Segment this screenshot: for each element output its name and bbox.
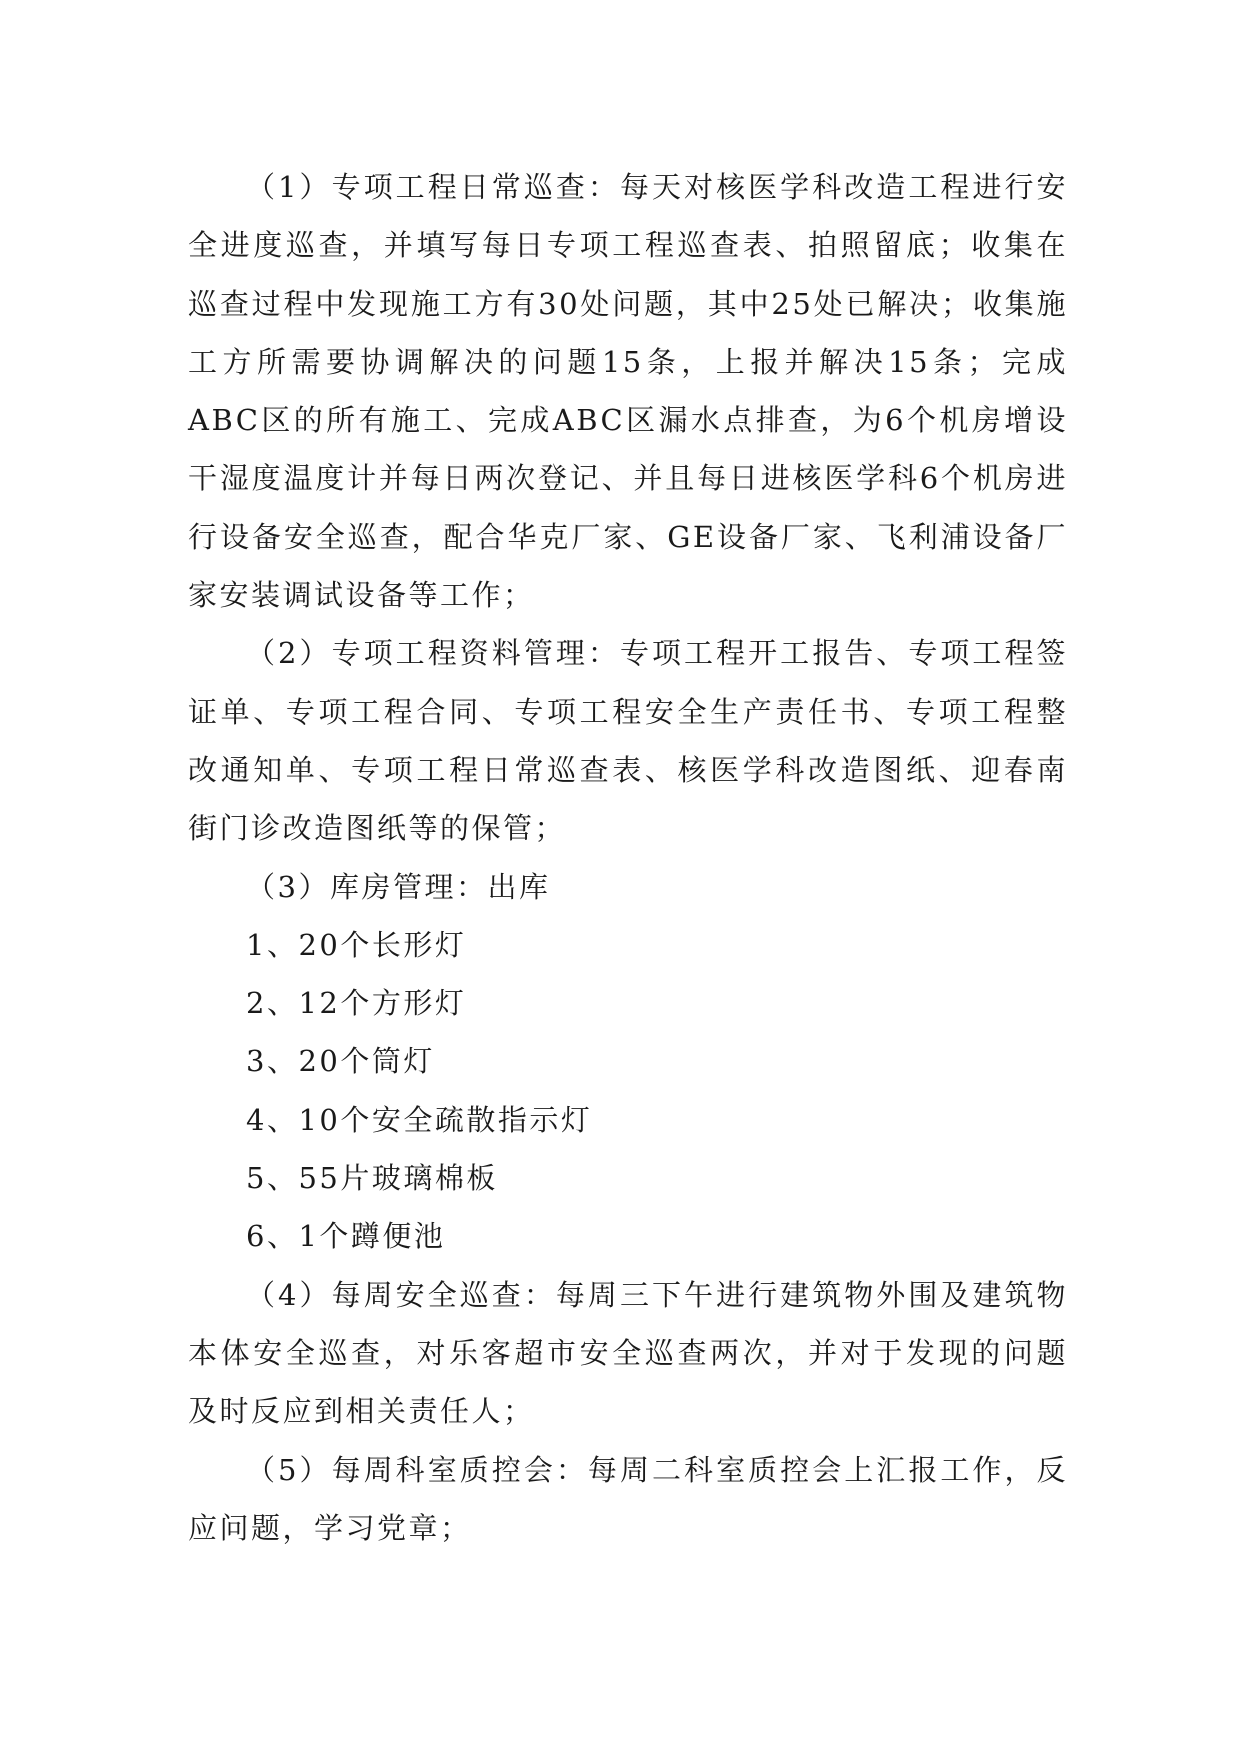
inventory-item-2: 2、12个方形灯 <box>246 986 467 1021</box>
paragraph-document-management: （2）专项工程资料管理：专项工程开工报告、专项工程签证单、专项工程合同、专项工程安全生产责任书、专项工程整改通知单、专项工程日常巡查表、核医学科改造图纸、迎春南街门诊改造图纸等的保管； <box>188 636 1068 846</box>
inventory-item-3: 3、20个筒灯 <box>246 1044 435 1079</box>
paragraph-weekly-safety-inspection: （4）每周安全巡查：每周三下午进行建筑物外围及建筑物本体安全巡查，对乐客超市安全巡查两次，并对于发现的问题及时反应到相关责任人； <box>188 1277 1068 1429</box>
document-body <box>188 158 1068 1557</box>
paragraph-daily-inspection: （1）专项工程日常巡查：每天对核医学科改造工程进行安全进度巡查，并填写每日专项工程巡查表、拍照留底；收集在巡查过程中发现施工方有30处问题，其中25处已解决；收集施工方所需要协调解决的问题15条，上报并解决15条；完成ABC区的所有施工、完成ABC区漏水点排查，为6个机房增设干湿度温度计并每日两次登记、并且每日进核医学科6个机房进行设备安全巡查，配合华克厂家、GE设备厂家、飞利浦设备厂家安装调试设备等工作； <box>188 170 1068 613</box>
paragraph-weekly-quality-meeting: （5）每周科室质控会：每周二科室质控会上汇报工作，反应问题，学习党章； <box>188 1452 1068 1545</box>
paragraph-warehouse-management: （3）库房管理：出库 <box>246 869 551 904</box>
inventory-item-4: 4、10个安全疏散指示灯 <box>246 1102 593 1137</box>
inventory-item-5: 5、55片玻璃棉板 <box>246 1161 498 1196</box>
inventory-item-1: 1、20个长形灯 <box>246 927 467 962</box>
inventory-item-6: 6、1个蹲便池 <box>246 1219 446 1254</box>
